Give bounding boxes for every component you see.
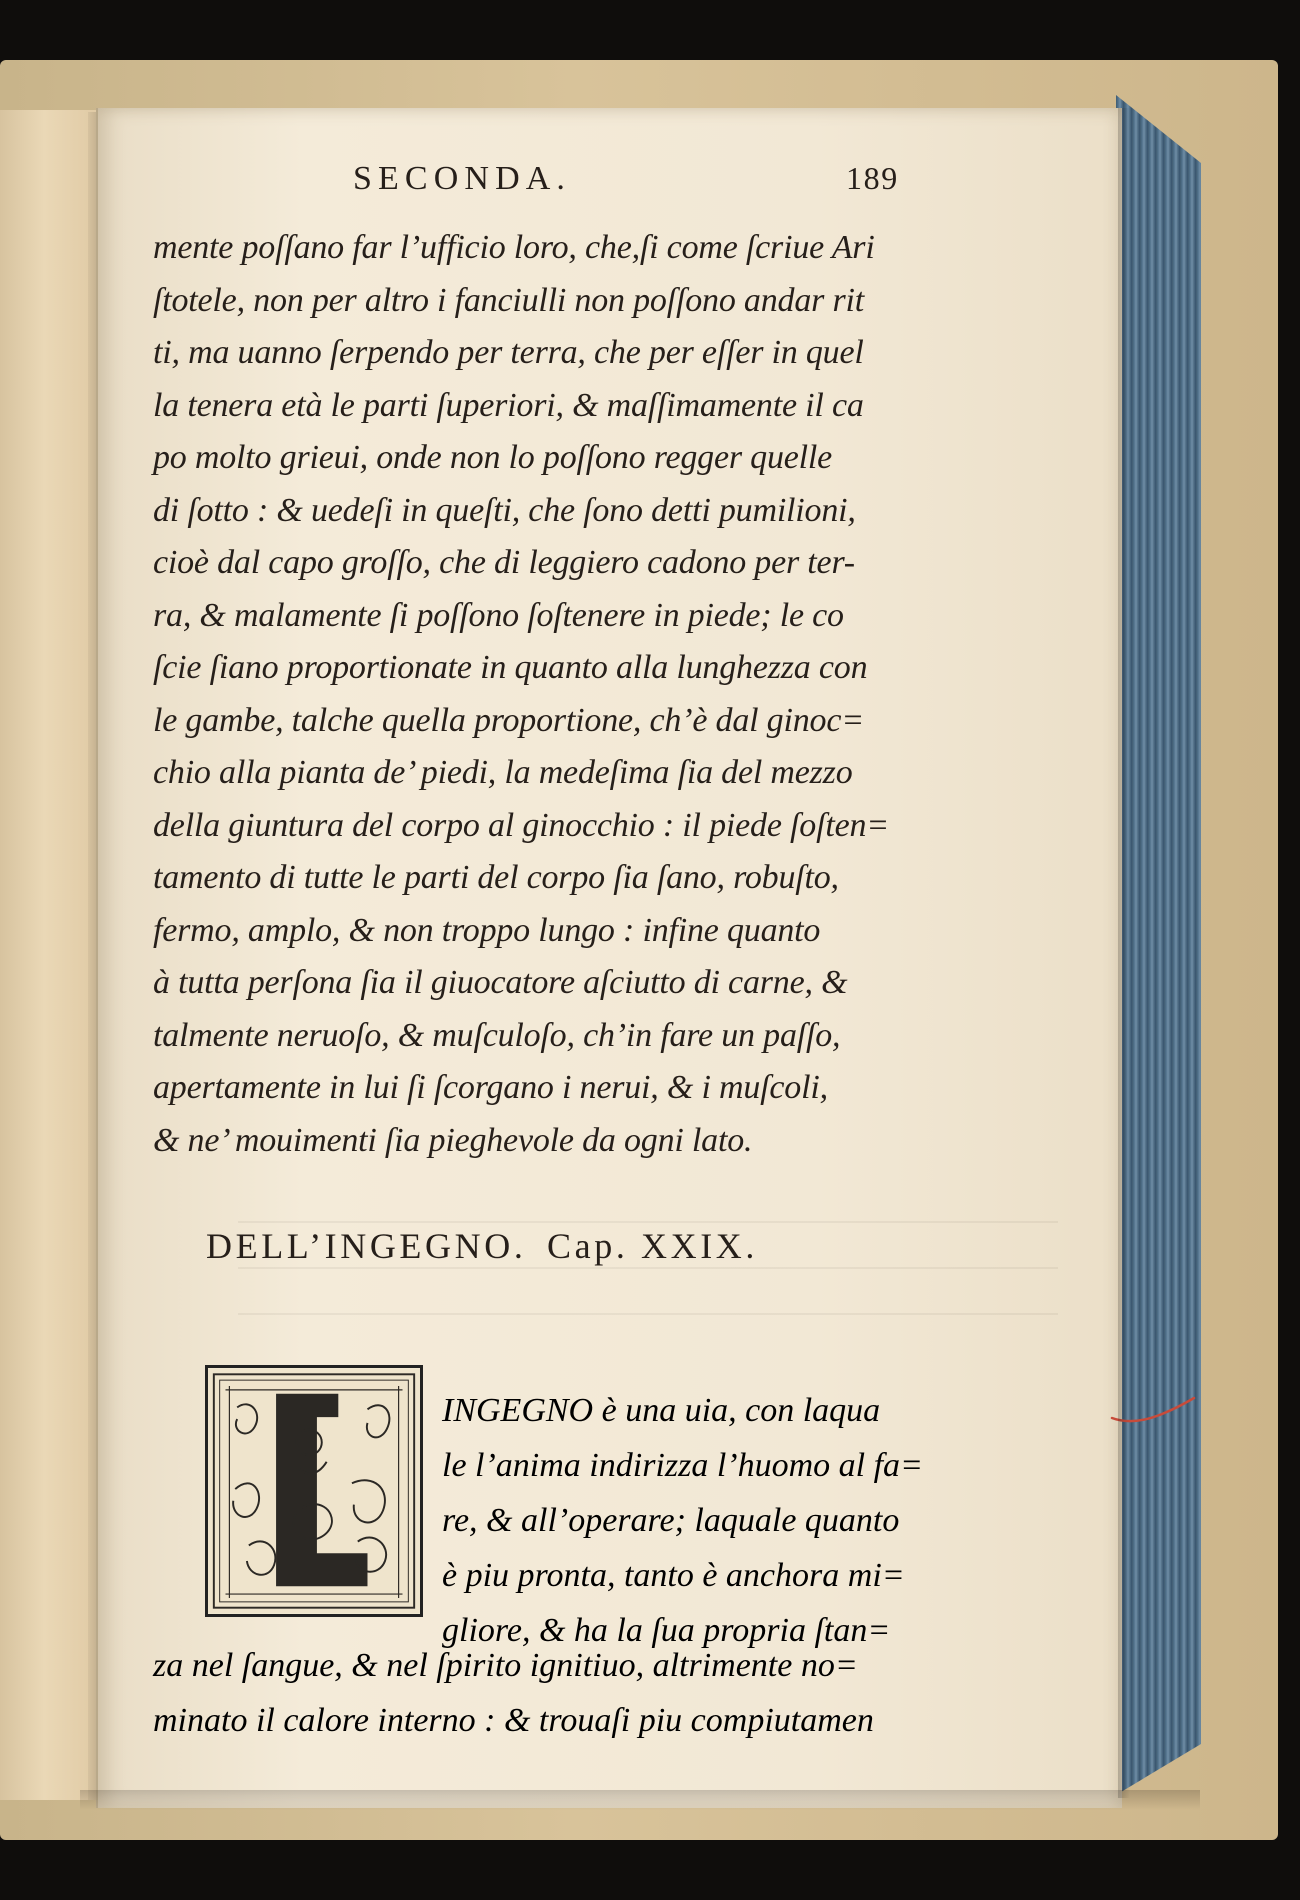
text-line: le gambe, talche quella proportione, ch’è dal ginoc= xyxy=(153,701,864,739)
text-line: mente poſſano far l’ufficio loro, che,ſi come ſcriue Ari xyxy=(153,229,875,266)
text-line: cioè dal capo groſſo, che di leggiero cadono per ter- xyxy=(153,544,855,581)
text-line: apertamente in lui ſi ſcorgano i nerui, & i muſcoli, xyxy=(153,1069,828,1106)
body-text xyxy=(153,222,1083,1167)
text-line: gliore, & ha la ſua propria ſtan= xyxy=(442,1612,891,1649)
initial-paragraph xyxy=(442,1383,1062,1658)
text-line: minato il calore interno : & trouaſi piu compiutamen xyxy=(153,1702,874,1739)
text-line: ra, & malamente ſi poſſono ſoſtenere in piede; le co xyxy=(153,596,844,634)
text-line: talmente neruoſo, & muſculoſo, ch’in fare un paſſo, xyxy=(153,1016,841,1054)
text-line: za nel ſangue, & nel ſpirito ignitiuo, altrimente no= xyxy=(153,1647,858,1684)
text-line: è piu pronta, tanto è anchora mi= xyxy=(442,1557,905,1594)
text-line: di ſotto : & uedeſi in queſti, che ſono detti pumilioni, xyxy=(153,491,856,529)
text-line: le l’anima indirizza l’huomo al fa= xyxy=(442,1447,923,1484)
text-line: ti, ma uanno ſerpendo per terra, che per eſſer in quel xyxy=(153,334,864,371)
text-line: à tutta perſona ſia il giuocatore aſciutto di carne, & xyxy=(153,964,848,1001)
bottom-shadow xyxy=(80,1790,1200,1810)
decorated-initial xyxy=(205,1365,423,1617)
text-line: ſcie ſiano proportionate in quanto alla lunghezza con xyxy=(153,649,868,686)
text-line: tamento di tutte le parti del corpo ſia ſano, robuſto, xyxy=(153,859,839,896)
running-head xyxy=(153,160,1083,214)
chapter-title: DELL’INGEGNO. xyxy=(206,1226,527,1266)
chapter-heading xyxy=(206,1225,1083,1267)
text-line: della giuntura del corpo al ginocchio : il piede ſoſten= xyxy=(153,806,890,844)
text-line: po molto grieui, onde non lo poſſono regger quelle xyxy=(153,439,833,476)
page-number: 189 xyxy=(846,160,899,196)
running-head-title: SECONDA. xyxy=(353,160,572,197)
continued-paragraph xyxy=(153,1638,874,1748)
text-line: fermo, amplo, & non troppo lungo : infine quanto xyxy=(153,911,821,949)
text-line: re, & all’operare; laquale quanto xyxy=(442,1502,900,1539)
text-line: & ne’ mouimenti ſia pieghevole da ogni lato. xyxy=(153,1121,753,1159)
text-line: la tenera età le parti ſuperiori, & maſſimamente il ca xyxy=(153,386,864,424)
text-line: INGEGNO è una uia, con laqua xyxy=(442,1392,881,1429)
book-page xyxy=(96,108,1122,1808)
initial-l-ornament-icon xyxy=(208,1368,420,1614)
text-line: chio alla pianta de’ piedi, la medeſima ſia del mezzo xyxy=(153,754,853,791)
text-line: ſtotele, non per altro i fanciulli non poſſono andar rit xyxy=(153,281,864,319)
page-edge-shadow xyxy=(1118,108,1130,1798)
page-content xyxy=(153,160,1083,1321)
chapter-number: Cap. XXIX. xyxy=(547,1226,759,1266)
